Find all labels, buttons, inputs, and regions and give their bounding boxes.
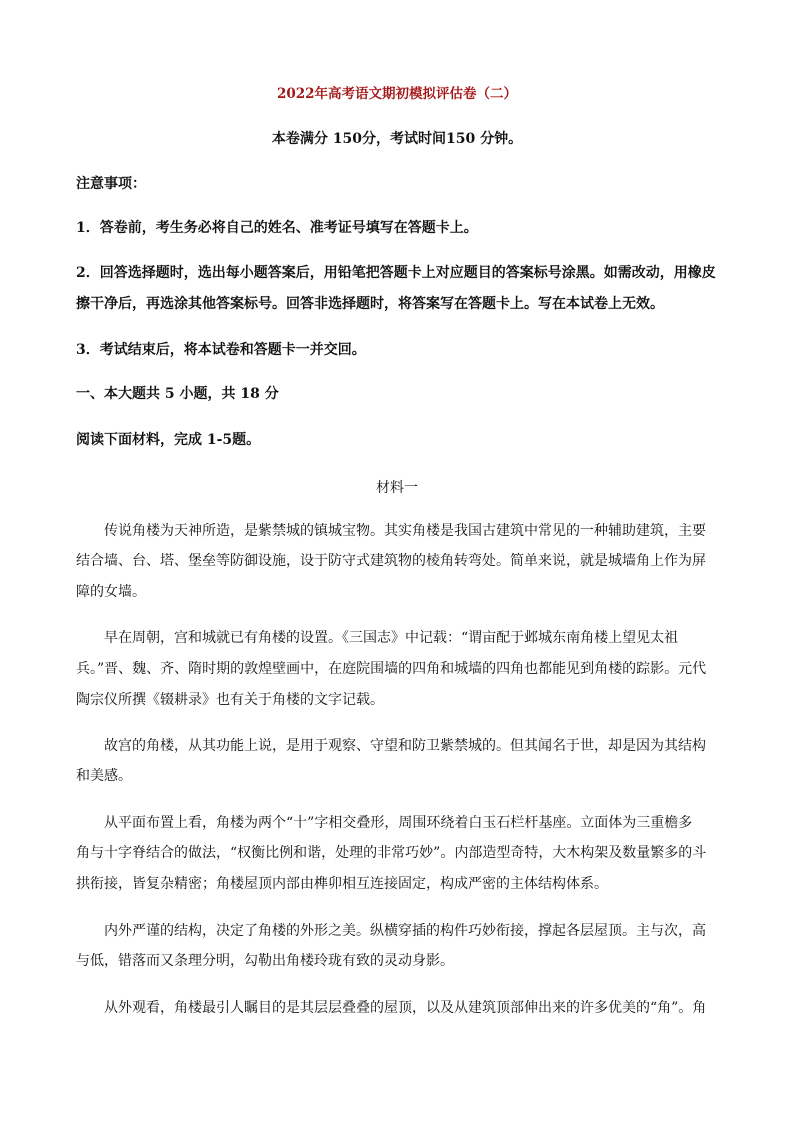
paragraph-4-line-2: 角与十字脊结合的做法，“权衡比例和谐，处理的非常巧妙”。内部造型奇特，大木构架及数量繁多的斗 <box>76 845 707 861</box>
paragraph-2-line-1: 早在周朝，宫和城就已有角楼的设置。《三国志》中记载：“谓亩配于邺城东南角楼上望见太祖 <box>104 630 679 646</box>
paragraph-5-line-2: 与低，错落而又条理分明，勾勒出角楼玲珑有致的灵动身影。 <box>76 953 454 969</box>
paragraph-1-line-3: 障的女墙。 <box>76 584 146 600</box>
paragraph-3-line-1: 故宫的角楼，从其功能上说，是用于观察、守望和防卫紫禁城的。但其闻名于世，却是因为其结构 <box>104 738 706 754</box>
notice-item-2-line-1: 2．回答选择题时，选出每小题答案后，用铅笔把答题卡上对应题目的答案标号涂黑。如需改动，用橡皮 <box>76 265 716 281</box>
exam-subtitle: 本卷满分 150分，考试时间150 分钟。 <box>271 131 523 147</box>
paragraph-2-line-2: 兵。”晋、魏、齐、隋时期的敦煌壁画中，在庭院围墙的四角和城墙的四角也都能见到角楼的踪影。元代 <box>76 661 707 677</box>
paragraph-3-line-2: 和美感。 <box>76 768 132 784</box>
notice-item-3: 3．考试结束后，将本试卷和答题卡一并交回。 <box>76 342 366 358</box>
paragraph-2-line-3: 陶宗仪所撰《辍耕录》也有关于角楼的文字记载。 <box>76 692 384 708</box>
notice-item-2-line-2: 擦干净后，再选涂其他答案标号。回答非选择题时，将答案写在答题卡上。写在本试卷上无效。 <box>76 296 664 312</box>
paragraph-5-line-1: 内外严谨的结构，决定了角楼的外形之美。纵横穿插的构件巧妙衔接，撑起各层屋顶。主与次，高 <box>104 923 706 939</box>
paragraph-1-line-1: 传说角楼为天神所造，是紫禁城的镇城宝物。其实角楼是我国古建筑中常见的一种辅助建筑，主要 <box>104 523 706 539</box>
notice-item-1: 1．答卷前，考生务必将自己的姓名、准考证号填写在答题卡上。 <box>76 220 478 236</box>
reading-instruction: 阅读下面材料，完成 1-5题。 <box>76 432 261 448</box>
material-title: 材料一 <box>376 480 418 496</box>
paragraph-4-line-3: 拱衔接，皆复杂精密；角楼屋顶内部由榫卯相互连接固定，构成严密的主体结构体系。 <box>76 876 608 892</box>
paragraph-4-line-1: 从平面布置上看，角楼为两个“十”字相交叠形，周围环绕着白玉石栏杆基座。立面体为三重檐多 <box>104 815 693 831</box>
exam-title: 2022年高考语文期初模拟评估卷（二） <box>276 86 518 102</box>
paragraph-1-line-2: 结合墙、台、塔、堡垒等防御设施，设于防守式建筑物的棱角转弯处。简单来说，就是城墙角上作为屏 <box>76 553 706 569</box>
section-heading: 一、本大题共 5 小题，共 18 分 <box>76 386 279 402</box>
paragraph-6-line-1: 从外观看，角楼最引人瞩目的是其层层叠叠的屋顶，以及从建筑顶部伸出来的许多优美的“角”。角 <box>104 1000 707 1016</box>
notice-heading: 注意事项： <box>76 176 146 192</box>
